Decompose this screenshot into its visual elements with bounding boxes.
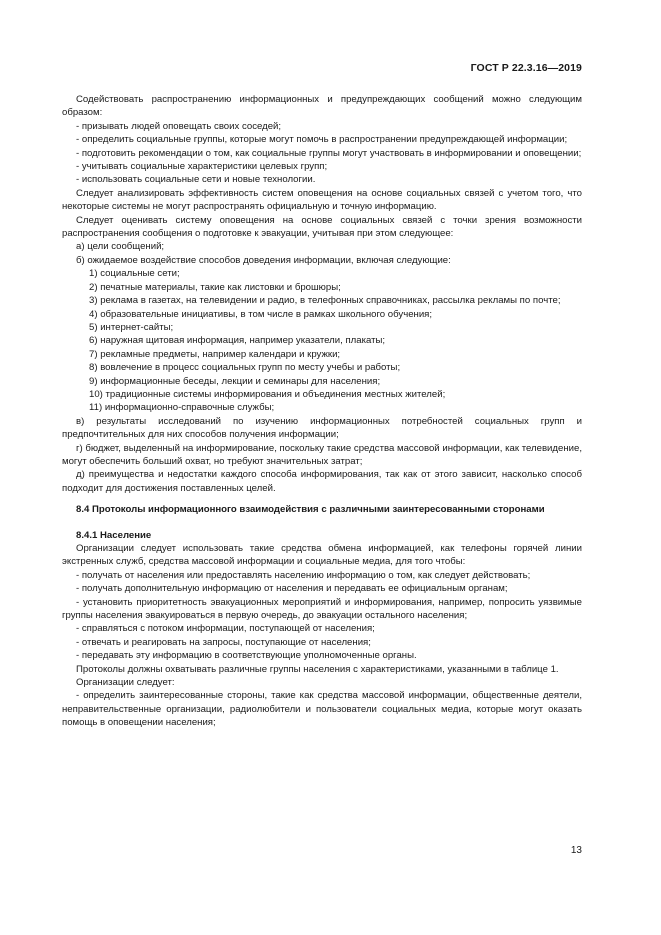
paragraph-effectiveness: Следует анализировать эффективность систем оповещения на основе социальных связей с учетом того, что некоторые системы не могут распространять официальную и точную информацию. (62, 187, 582, 213)
list-item: - справляться с потоком информации, поступающей от населения; (76, 623, 375, 635)
sub-list-item: 7) рекламные предметы, например календари и кружки; (89, 348, 341, 360)
sub-list-item: 5) интернет-сайты; (89, 321, 174, 333)
section-heading: 8.4 Протоколы информационного взаимодействия с различными заинтересованными сторонами (76, 504, 545, 516)
sub-list-item: 3) реклама в газетах, на телевидении и радио, в телефонных справочниках, рассылка рекламы по почте; (89, 295, 561, 307)
list-item: - отвечать и реагировать на запросы, поступающие от населения; (76, 636, 371, 648)
paragraph-protocols: Протоколы должны охватывать различные группы населения с характеристиками, указанными в таблице 1. (76, 663, 559, 675)
list-item-v: в) результаты исследований по изучению информационных потребностей социальных групп и предпочтительных для них способов получения информации; (62, 415, 582, 441)
list-item-a: а) цели сообщений; (76, 241, 165, 253)
paragraph-org-should: Организации следует: (76, 677, 175, 689)
sub-list-item: 8) вовлечение в процесс социальных групп по месту учебы и работы; (89, 362, 401, 374)
list-item: - установить приоритетность эвакуационных мероприятий и информирования, например, попросить уязвимые группы населения эвакуироваться в первую очередь, до эвакуации остального населения; (62, 596, 582, 622)
sub-list-item: 9) информационные беседы, лекции и семинары для населения; (89, 375, 381, 387)
list-item: - передавать эту информацию в соответствующие уполномоченные органы. (76, 650, 417, 662)
subsection-heading: 8.4.1 Население (76, 529, 152, 541)
list-item: - учитывать социальные характеристики целевых групп; (76, 161, 328, 173)
sub-list-item: 11) информационно-справочные службы; (89, 402, 275, 414)
list-item: - определить социальные группы, которые могут помочь в распространении предупреждающей информации; (76, 134, 568, 146)
list-item: - получать дополнительную информацию от населения и передавать ее официальным органам; (76, 583, 508, 595)
list-item: - определить заинтересованные стороны, такие как средства массовой информации, общественные деятели, неправительственные организации, радиолюбители и пользователи социальных медиа, которые могут оказать помощь в оповещении населения; (62, 690, 582, 729)
paragraph-intro-population: Организации следует использовать такие средства обмена информацией, как телефоны горячей линии экстренных служб, средства массовой информации и социальные медиа, для того чтобы: (62, 543, 582, 568)
sub-list-item: 6) наружная щитовая информация, например указатели, плакаты; (89, 335, 386, 347)
list-item: - подготовить рекомендации о том, как социальные группы могут участвовать в информировании и оповещении; (76, 147, 582, 159)
document-code: ГОСТ Р 22.3.16—2019 (470, 62, 582, 74)
sub-list-item: 1) социальные сети; (89, 268, 180, 280)
list-item-d: д) преимущества и недостатки каждого способа информирования, так как от этого зависит, насколько способ подходит для достижения поставленных целей. (62, 469, 582, 494)
list-item: - получать от населения или предоставлять населению информацию о том, как следует действовать; (76, 569, 531, 581)
list-item-g: г) бюджет, выделенный на информирование, поскольку такие средства массовой информации, как телевидение, могут обеспечить больший охват, но требуют значительных затрат; (62, 442, 582, 467)
sub-list-item: 2) печатные материалы, такие как листовки и брошюры; (89, 281, 341, 293)
list-item-b: б) ожидаемое воздействие способов доведения информации, включая следующие: (76, 254, 451, 266)
list-item: - использовать социальные сети и новые технологии. (76, 174, 316, 186)
page-body (62, 93, 582, 730)
paragraph-evaluate: Следует оценивать систему оповещения на основе социальных связей с точки зрения возможности распространения сообщения о подготовке к эвакуации, учитывая при этом следующее: (62, 214, 582, 240)
page-number: 13 (570, 845, 582, 856)
sub-list-item: 10) традиционные системы информирования и объединения местных жителей; (89, 388, 446, 400)
paragraph-intro: Содействовать распространению информационных и предупреждающих сообщений можно следующим образом: (62, 94, 582, 119)
list-item: - призывать людей оповещать своих соседей; (76, 120, 282, 132)
sub-list-item: 4) образовательные инициативы, в том числе в рамках школьного обучения; (89, 308, 433, 320)
